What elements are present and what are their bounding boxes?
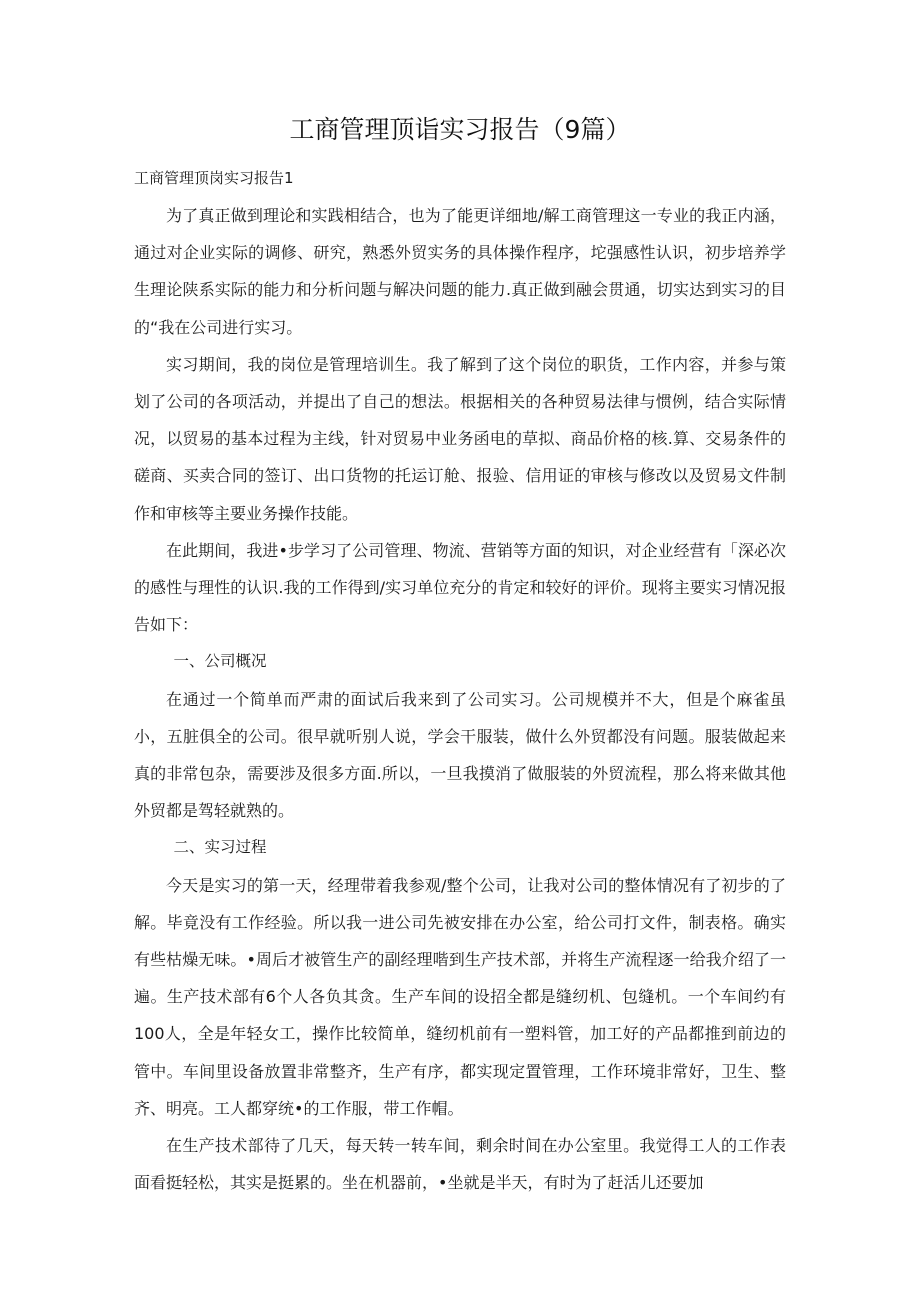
paragraph-company-overview: 在通过一个简单而严肃的面试后我来到了公司实习。公司规模并不大，但是个麻雀虽小，五脏俱全的公司。很早就听别人说，学会干服装，做什么外贸都没有问题。服装做起来真的非常包杂，需要涉及很多方面.所以，一旦我摸消了做服装的外贸流程，那么将来做其他外贸都是驾轻就熟的。: [134, 689, 786, 821]
paragraph-intro: 为了真正做到理论和实践相结合，也为了能更详细地/解工商管理这一专业的我正内涵，通过对企业实际的调修、研究，熟悉外贸实务的具体操作程序，坨强感性认识，初步培养学生理论陕系实际的能力和分析问题与解决问题的能力.真正做到融会贯通，切实达到实习的目的“我在公司进行实习。: [134, 206, 786, 337]
paragraph-internship-period: 实习期间，我的岗位是管理培训生。我了解到了这个岗位的职货，工作内容，并参与策划了公司的各项活动，并提出了自己的想法。根据相关的各种贸易法律与惯例，结合实际情况，以贸易的基本过程为主线，针对贸易中业务函电的草拟、商品价格的核.算、交易条件的磋商、买卖合同的签订、出口货物的托运订舱、报验、信用证的审核与修改以及贸易文件制作和审核等主要业务操作技能。: [134, 354, 786, 523]
section-heading-internship-process: 二、实习过程: [173, 838, 267, 857]
document-title: 工商管理顶诣实习报告（9篇）: [289, 115, 631, 144]
paragraph-learning: 在此期间，我进•步学习了公司管理、物流、营销等方面的知识，对企业经营有「深必次的感性与理性的认识.我的工作得到/实习单位充分的肯定和较好的评价。现将主要实习情况报告如下：: [134, 540, 786, 635]
document-body: [134, 197, 786, 1201]
section-heading-company-overview: 一、公司概况: [173, 652, 267, 671]
paragraph-first-day: 今天是实习的第一天，经理带着我参观/整个公司，让我对公司的整体情况有了初步的了解。毕竟没有工作经验。所以我一进公司先被安排在办公室，给公司打文件，制表格。确实有些枯燥无味。•周后才被管生产的副经理喈到生产技术部，并将生产流程逐一给我介绍了一遍。生产技术部有6个人各负其贪。生产车间的设招全都是缝纫机、包缝机。一个车间约有100人，全是年轻女工，操作比较简单，缝纫机前有一塑料管，加工好的产品都推到前边的管中。车间里设备放置非常整齐，生产有序，都实现定置管理，工作环境非常好，卫生、整齐、明亮。工人都穿统•的工作服，带工作帽。: [134, 875, 786, 1118]
report-subheading: 工商管理顶岗实习报告1: [134, 169, 294, 187]
paragraph-production-dept: 在生产技术部待了几天，每天转一转车间，剩余时间在办公室里。我觉得工人的工作表面看挺轻松，其实是挺累的。坐在机器前，•坐就是半天，有时为了赶活儿还要加: [134, 1136, 786, 1193]
